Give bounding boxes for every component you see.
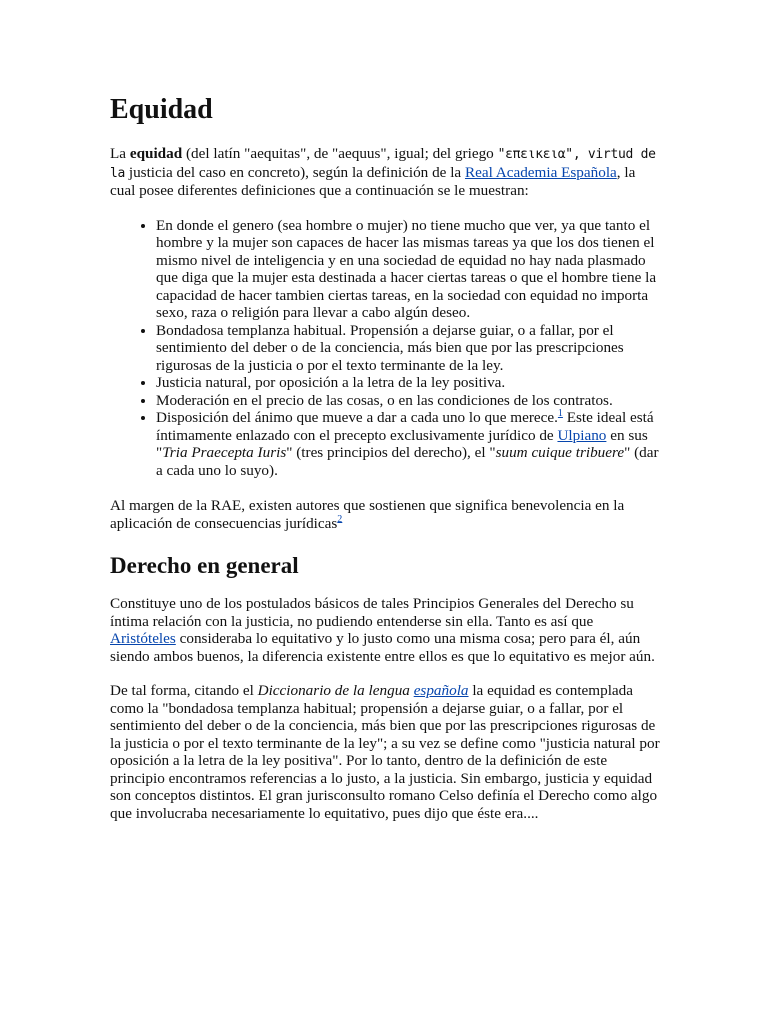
rae-link[interactable]: Real Academia Española xyxy=(464,163,617,181)
b5-italic-1: Tria Praecepta Iuris xyxy=(162,444,287,461)
b5-text-1: Disposición del ánimo que mueve a dar a cada uno lo que merece. xyxy=(156,409,558,426)
b5-italic-2: suum cuique tribuere xyxy=(495,444,625,461)
b5-text-4: " (tres principios del derecho), el " xyxy=(286,444,496,461)
definitions-list xyxy=(110,217,662,480)
list-item xyxy=(156,409,662,479)
p2-italic: Diccionario de la lengua xyxy=(257,682,410,699)
intro-bold-term: equidad xyxy=(129,145,183,162)
intro-text-4: , la cual posee diferentes definiciones que a continuación se le muestran: xyxy=(110,163,636,199)
b5-text-5: " (dar a cada uno lo suyo). xyxy=(156,444,659,479)
intro-greek-term: "επεικεια", virtud de la xyxy=(110,147,656,181)
list-item: • Bondadosa templanza habitual. Propensión a dejarse guiar, o a fallar, por el sentimiento del deber o de la conciencia, más bien que por las prescripciones rigurosas de la justicia o por el texto terminante de la ley. xyxy=(156,322,662,375)
aristoteles-link[interactable]: Aristóteles xyxy=(110,630,176,647)
list-item: • Moderación en el precio de las cosas, o en las condiciones de los contratos. xyxy=(156,392,662,410)
derecho-paragraph-1 xyxy=(110,595,662,665)
p1-text-2: consideraba lo equitativo y lo justo como una misma cosa; pero para él, aún siendo ambos buenos, la diferencia existente entre ellos es que lo equitativo es mejor aún. xyxy=(110,630,655,665)
page-title: Equidad xyxy=(110,94,213,125)
espanola-link[interactable]: española xyxy=(413,682,469,699)
ulpiano-link[interactable]: Ulpiano xyxy=(557,426,607,444)
footnote-2-link[interactable]: 2 xyxy=(337,513,343,525)
p1-text-1: Constituye uno de los postulados básicos de tales Principios Generales del Derecho su íntima relación con la justicia, no pudiendo entenderse sin ella. Tanto es así que xyxy=(110,595,634,630)
list-item: • Justicia natural, por oposición a la letra de la ley positiva. xyxy=(156,374,662,392)
p2-text-3: la equidad es contemplada como la "bondadosa templanza habitual; propensión a dejarse guiar, o a fallar, por el sentimiento del deber o de la conciencia, más bien que por las prescripciones rigurosas de la justicia o por el texto terminante de la ley"; a su vez se define como "justicia natural por oposición a la letra de la ley positiva". Por lo tanto, dentro de la definición de este principio encontramos referencias a lo justo, a la justicia. Sin embargo, justicia y equidad son conceptos distintos. El gran jurisconsulto romano Celso definía el Derecho como algo que involucraba necesariamente lo equitativo, pues dijo que éste era.... xyxy=(110,682,660,822)
intro-text-1: La xyxy=(110,145,130,162)
rae-paragraph xyxy=(110,497,662,532)
derecho-paragraph-2 xyxy=(110,682,662,822)
intro-paragraph xyxy=(110,145,662,200)
rae-paragraph-text: Al margen de la RAE, existen autores que sostienen que significa benevolencia en la aplicación de consecuencias jurídicas xyxy=(110,497,625,532)
footnote-1-link[interactable]: 1 xyxy=(557,407,563,419)
intro-text-2: (del latín "aequitas", de "aequus", igual; del griego xyxy=(182,145,498,162)
b5-text-2: Este ideal está íntimamente enlazado con el precepto exclusivamente jurídico de xyxy=(156,409,654,444)
article-body xyxy=(110,92,662,822)
p2-text-1: De tal forma, citando el xyxy=(110,682,258,699)
b5-text-3: en sus " xyxy=(156,426,648,461)
intro-text-3: justicia del caso en concreto), según la definición de la xyxy=(125,163,465,181)
list-item: • En donde el genero (sea hombre o mujer) no tiene mucho que ver, ya que tanto el hombre y la mujer son capaces de hacer las mismas tareas ya que los dos tienen el mismo nivel de inteligencia y en una sociedad de equidad no hay nada plasmado que diga que la mujer esta destinada a hacer ciertas tareas o que el hombre tiene la capacidad de hacer tambien ciertas tareas, en la sociedad con equidad no importa sexo, raza o religión para llevar a cabo algún deseo. xyxy=(156,217,662,322)
section-heading-derecho: Derecho en general xyxy=(110,553,299,578)
